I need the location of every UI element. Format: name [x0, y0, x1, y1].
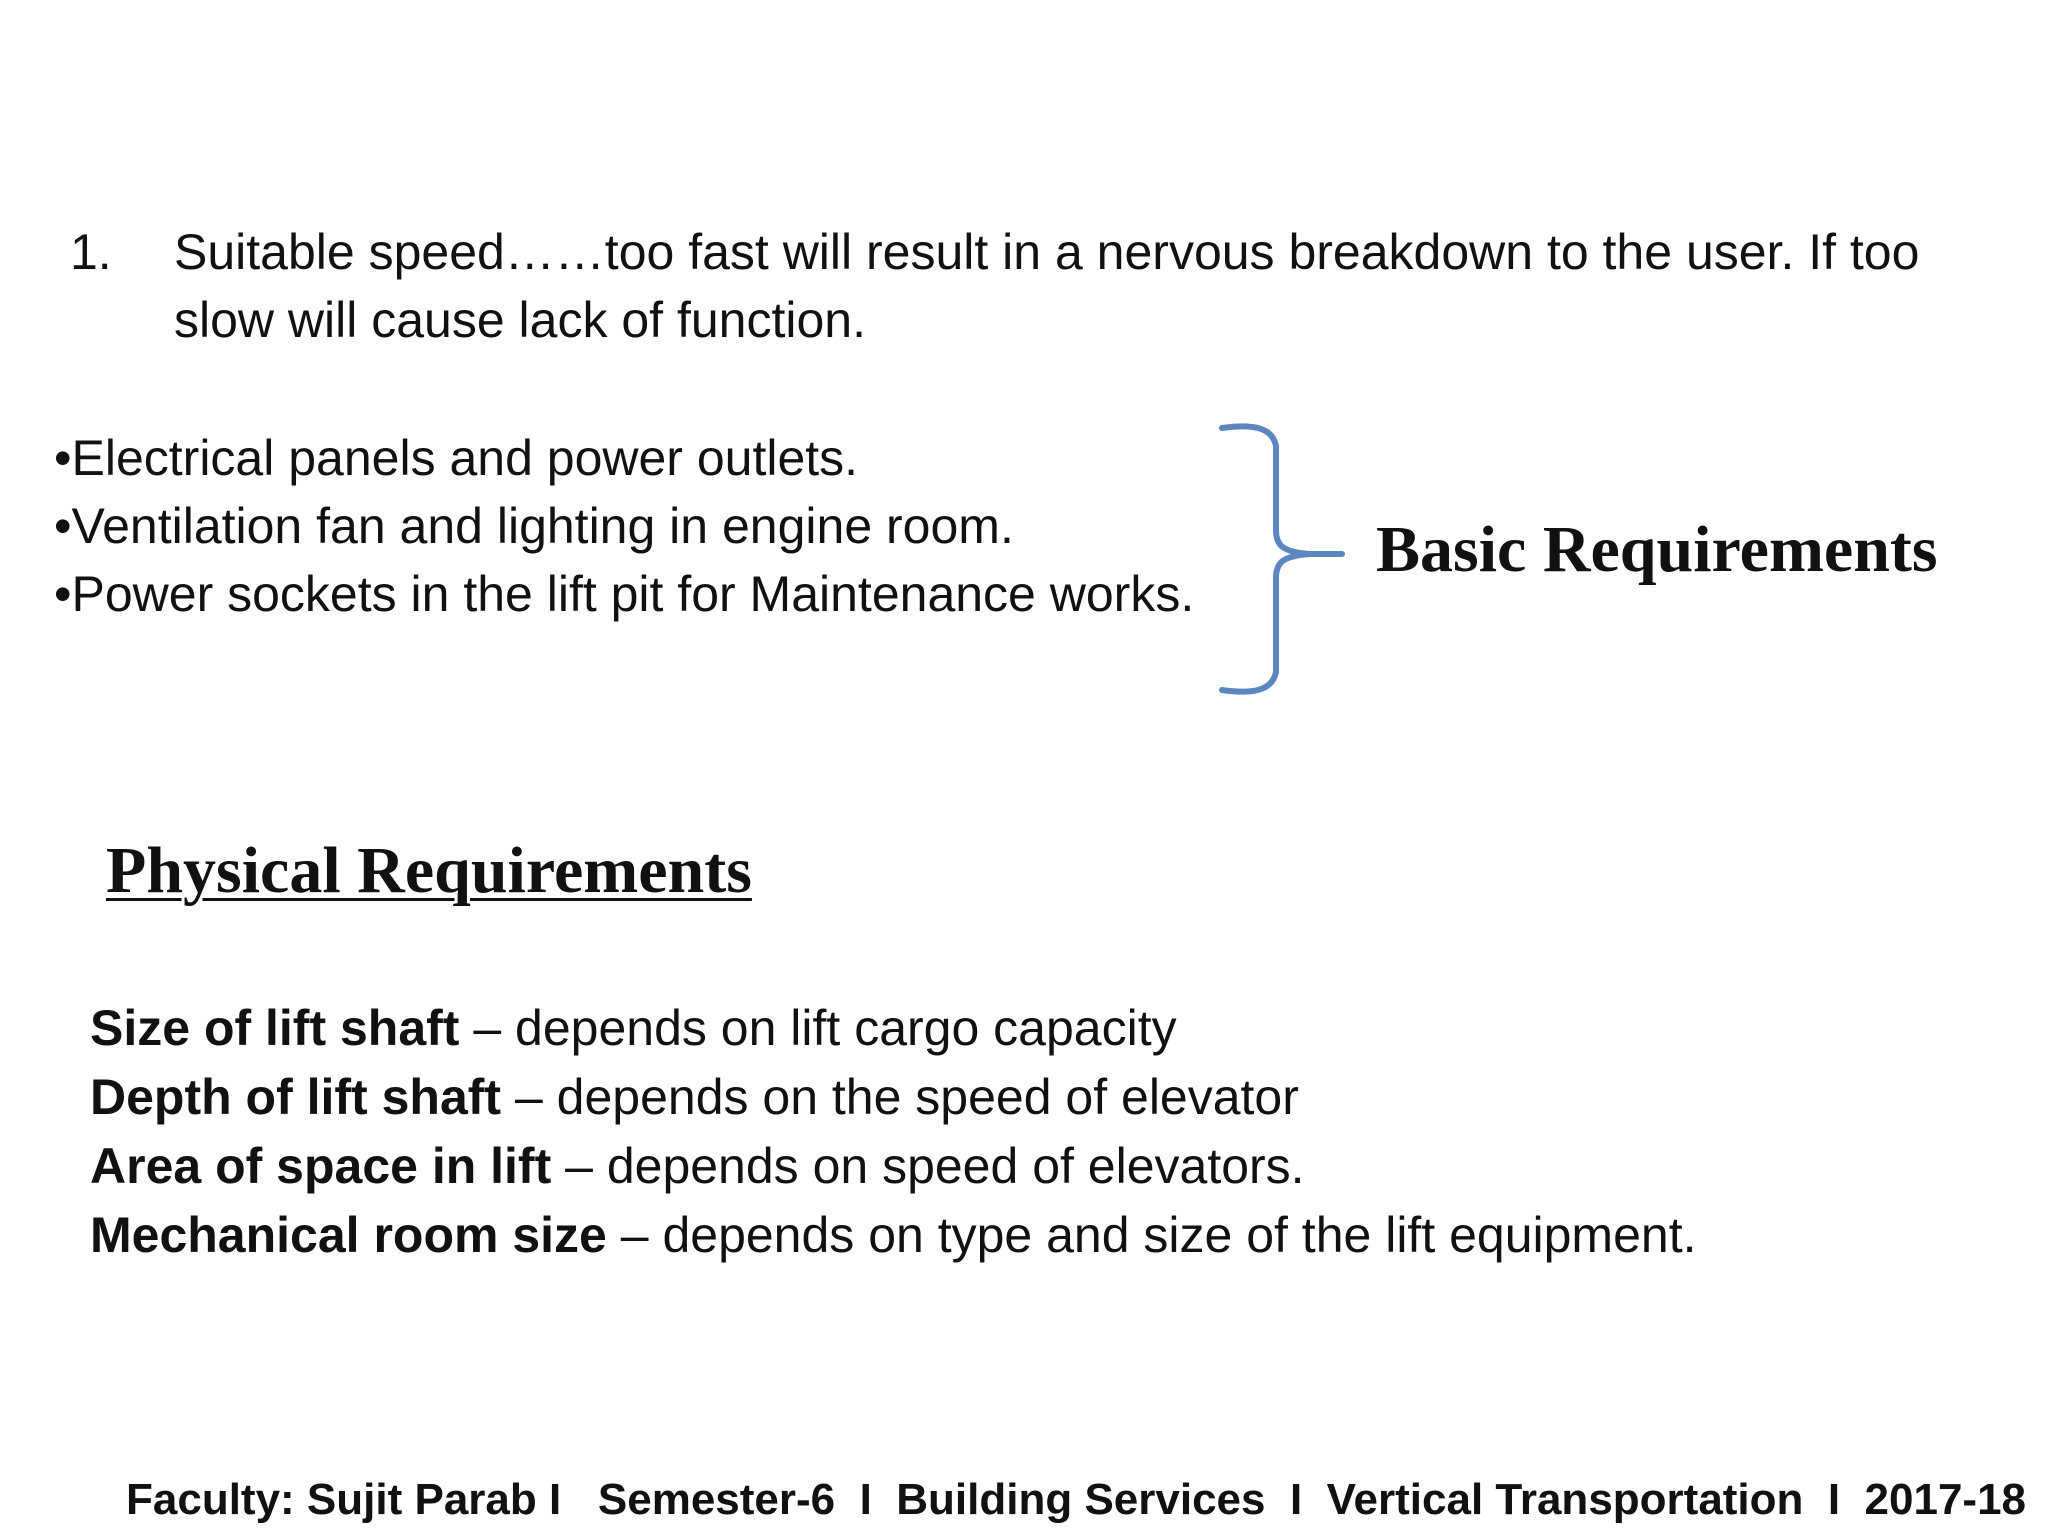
list-item: •Power sockets in the lift pit for Maintenance works. — [54, 566, 1195, 622]
requirement-term: Mechanical room size — [90, 1207, 607, 1263]
list-item: •Electrical panels and power outlets. — [54, 430, 859, 486]
list-number: 1. — [70, 224, 112, 280]
list-item — [90, 1132, 1696, 1201]
list-item — [90, 994, 1696, 1063]
requirement-description: – depends on lift cargo capacity — [459, 1000, 1177, 1056]
requirement-description: – depends on the speed of elevator — [501, 1069, 1299, 1125]
list-item — [90, 1201, 1696, 1270]
requirement-description: – depends on type and size of the lift equipment. — [606, 1207, 1697, 1263]
basic-requirements-list — [54, 424, 1194, 628]
physical-requirements-title: Physical Requirements — [106, 834, 752, 907]
requirement-term: Depth of lift shaft — [90, 1069, 502, 1125]
numbered-item-text: Suitable speed……too fast will result in a nervous breakdown to the user. If too slow will cause lack of function. — [174, 224, 1920, 348]
requirement-term: Size of lift shaft — [90, 1000, 460, 1056]
right-brace-icon — [1210, 420, 1350, 700]
basic-requirements-title: Basic Requirements — [1376, 513, 1938, 586]
requirement-description: – depends on speed of elevators. — [551, 1138, 1305, 1194]
list-item — [90, 1063, 1696, 1132]
requirement-term: Area of space in lift — [90, 1138, 552, 1194]
physical-requirements-list — [90, 994, 1696, 1270]
footer: Faculty: Sujit Parab I Semester-6 I Building Services I Vertical Transportation I 2017-18 — [126, 1475, 2027, 1524]
list-item: •Ventilation fan and lighting in engine room. — [54, 498, 1014, 554]
